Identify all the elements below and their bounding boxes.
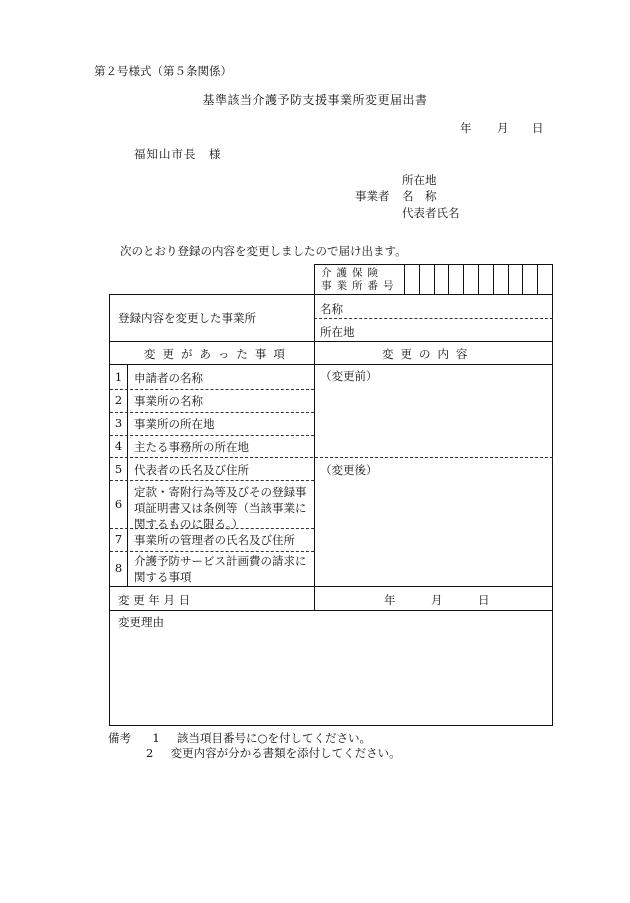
item-text: 申請者の名称 [134,371,203,385]
insurance-digit-field[interactable] [420,265,435,294]
change-date-day[interactable]: 日 [478,593,490,607]
number-column-divider [127,364,128,586]
insurance-digit-field[interactable] [435,265,450,294]
insurance-number-label [315,265,405,294]
change-form-table [109,294,553,726]
date-day: 日 [532,121,544,135]
item-number[interactable]: 4 [114,439,123,453]
insurance-digit-field[interactable] [494,265,509,294]
office-label: 登録内容を変更した事業所 [118,311,256,325]
note-number: 2 [146,746,154,760]
item-text-line: 介護予防サービス計画費の請求に [134,554,307,568]
item-number[interactable]: 3 [114,416,123,430]
item-text-line: 関するものに限る。） [134,517,244,531]
addressee: 福知山市長 様 [134,147,222,161]
item-divider [110,551,314,552]
insurance-digit-field[interactable] [464,265,479,294]
item-text: 事業所の管理者の氏名及び住所 [134,533,295,547]
insurance-number-box [314,264,553,294]
form-number: 第２号様式（第５条関係） [94,64,232,78]
before-label: （変更前） [320,369,378,383]
item-number[interactable]: 8 [114,561,123,575]
reason-label[interactable]: 変更理由 [118,615,164,629]
item-divider [110,389,314,390]
item-divider [110,435,314,436]
before-after-divider [110,457,553,458]
change-date-label: 変 更 年 月 日 [118,593,191,607]
item-text-line: 定款・寄附行為等及びその登録事 [134,485,307,499]
item-divider [110,412,314,413]
insurance-label-line1: 介護保険 [321,266,383,279]
item-text: 主たる事務所の所在地 [134,440,249,454]
insurance-digit-field[interactable] [509,265,524,294]
content-header: 変更の内容 [382,347,475,361]
item-number[interactable]: 1 [114,370,123,384]
item-divider [110,528,314,529]
item-number[interactable]: 6 [114,497,123,511]
item-number[interactable]: 7 [114,532,123,546]
applicant-representative-label: 代表者氏名 [402,206,460,220]
date-month: 月 [497,121,509,135]
item-text: 事業所の名称 [134,394,203,408]
note-number: 1 [152,731,160,745]
office-address-label[interactable]: 所在地 [320,325,355,339]
insurance-label-line2: 事業所番号 [321,279,399,292]
insurance-digit-field[interactable] [523,265,538,294]
item-text: 事業所の所在地 [134,417,215,431]
insurance-digit-field[interactable] [405,265,420,294]
office-divider [314,318,553,319]
change-date-month[interactable]: 月 [431,593,443,607]
after-label: （変更後） [320,463,378,477]
insurance-number-cells [405,265,552,294]
insurance-digit-field[interactable] [449,265,464,294]
row-divider [110,364,552,365]
row-divider [110,610,552,611]
applicant-name-label: 名 称 [402,189,437,203]
change-date-year[interactable]: 年 [384,593,396,607]
insurance-digit-field[interactable] [538,265,552,294]
applicant-label: 事業者 [355,189,390,203]
office-name-label[interactable]: 名称 [320,302,343,316]
item-number[interactable]: 5 [114,462,123,476]
notes [108,731,401,761]
items-header: 変更があった事項 [144,347,292,361]
item-text: 代表者の氏名及び住所 [134,463,249,477]
item-text-line: 項証明書又は条例等（当該事業に [134,501,307,515]
item-text-line: 関する事項 [134,570,192,584]
insurance-digit-field[interactable] [479,265,494,294]
date-year: 年 [460,121,472,135]
note-text: 変更内容が分かる書類を添付してください。 [170,746,401,760]
column-divider [314,295,315,586]
page-title: 基準該当介護予防支援事業所変更届出書 [202,93,428,107]
row-divider [110,586,552,587]
applicant-address-label: 所在地 [402,173,437,187]
note-text: 該当項目番号に○を付してください。 [176,731,371,745]
row-divider [110,341,552,342]
intro-text: 次のとおり登録の内容を変更しましたので届け出ます。 [120,244,407,258]
notes-label: 備考 [108,731,131,745]
item-divider [110,480,314,481]
column-divider [314,586,315,610]
item-number[interactable]: 2 [114,393,123,407]
